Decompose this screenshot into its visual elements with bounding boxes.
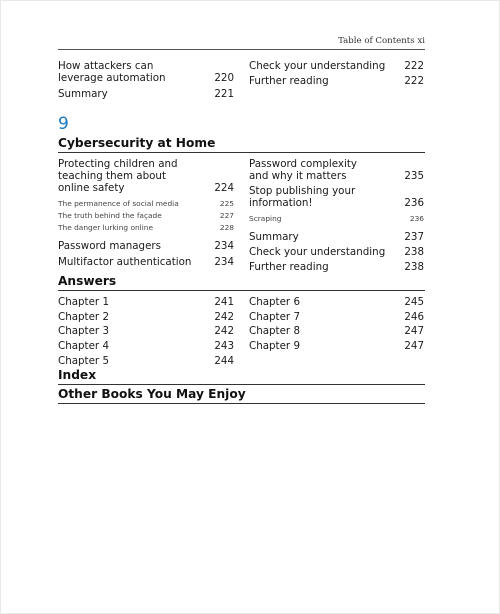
toc-entry[interactable] [58,60,238,86]
index-rule [58,384,425,385]
toc-entry[interactable] [58,240,238,252]
header-rule [58,49,425,50]
toc-entry-page: 225 [219,199,234,208]
toc-entry-page: 238 [404,261,424,273]
page-number: xi [417,36,425,46]
toc-entry[interactable] [249,311,429,323]
toc-entry-title: Stop publishing your information! [249,185,356,209]
toc-subentry[interactable] [58,210,238,220]
toc-entry[interactable] [58,296,238,308]
running-head-title: Table of Contents [338,36,415,46]
toc-entry[interactable] [249,231,429,243]
toc-entry-title: Password managers [58,240,162,252]
toc-subentry[interactable] [58,222,238,232]
toc-entry[interactable] [249,325,429,337]
toc-entry-title: Chapter 8 [249,325,300,337]
toc-entry-page: 224 [214,182,234,194]
toc-entry[interactable] [58,340,238,352]
toc-entry-page: 247 [404,340,424,352]
toc-entry-title: Chapter 1 [58,296,109,308]
chapter-rule [58,152,425,153]
toc-entry[interactable] [58,311,238,323]
answers-rule [58,290,425,291]
toc-entry-page: 227 [219,211,234,220]
toc-entry-title: The danger lurking online [58,223,154,232]
toc-entry-title: Chapter 3 [58,325,109,337]
toc-entry-page: 246 [404,311,424,323]
toc-entry-page: 247 [404,325,424,337]
toc-entry-page: 234 [214,240,234,252]
toc-entry[interactable] [249,340,429,352]
toc-entry[interactable] [249,158,429,184]
toc-entry-title: Summary [249,231,299,243]
toc-entry-page: 220 [214,72,234,84]
toc-entry[interactable] [58,325,238,337]
toc-entry-page: 242 [214,325,234,337]
other-books-rule [58,403,425,404]
toc-entry-page: 236 [404,197,424,209]
toc-entry[interactable] [58,158,238,196]
toc-entry-title: Chapter 4 [58,340,109,352]
toc-entry-page: 245 [404,296,424,308]
toc-entry-page: 222 [404,75,424,87]
toc-entry-title: Password complexity and why it matters [249,158,357,182]
running-header [338,36,425,46]
toc-entry-title: How attackers can leverage automation [58,60,166,84]
toc-entry[interactable] [58,355,238,367]
toc-entry-page: 228 [219,223,234,232]
toc-entry[interactable] [58,256,238,268]
toc-entry-title: Chapter 5 [58,355,109,367]
toc-entry-title: The truth behind the façade [58,211,162,220]
toc-entry[interactable] [249,75,429,87]
toc-entry-title: Multifactor authentication [58,256,192,268]
answers-title[interactable]: Answers [58,274,117,288]
toc-entry-page: 235 [404,170,424,182]
toc-entry[interactable] [249,60,429,72]
toc-entry[interactable] [249,246,429,258]
chapter-number: 9 [58,114,69,134]
toc-entry-page: 242 [214,311,234,323]
toc-entry-page: 243 [214,340,234,352]
toc-entry-page: 237 [404,231,424,243]
other-books-title[interactable]: Other Books You May Enjoy [58,387,246,401]
chapter-title[interactable]: Cybersecurity at Home [58,136,216,150]
toc-entry[interactable] [249,261,429,273]
toc-entry-page: 234 [214,256,234,268]
toc-entry-page: 222 [404,60,424,72]
toc-entry[interactable] [249,296,429,308]
toc-entry-title: Further reading [249,261,329,273]
toc-entry-page: 236 [409,214,424,223]
toc-entry-page: 244 [214,355,234,367]
index-title[interactable]: Index [58,368,97,382]
toc-entry-title: Check your understanding [249,60,386,72]
toc-entry-title: The permanence of social media [58,199,179,208]
toc-entry-title: Protecting children and teaching them about online safety [58,158,178,194]
toc-entry-title: Chapter 7 [249,311,300,323]
toc-entry-title: Chapter 2 [58,311,109,323]
toc-subentry[interactable] [58,198,238,208]
toc-entry[interactable] [249,185,429,211]
toc-entry-page: 221 [214,88,234,100]
toc-entry-title: Check your understanding [249,246,386,258]
toc-entry-title: Chapter 9 [249,340,300,352]
toc-entry-page: 238 [404,246,424,258]
toc-entry-page: 241 [214,296,234,308]
toc-entry[interactable] [58,88,238,100]
toc-entry-title: Scraping [249,214,282,223]
toc-entry-title: Chapter 6 [249,296,300,308]
toc-subentry[interactable] [249,213,429,223]
toc-entry-title: Summary [58,88,108,100]
toc-entry-title: Further reading [249,75,329,87]
